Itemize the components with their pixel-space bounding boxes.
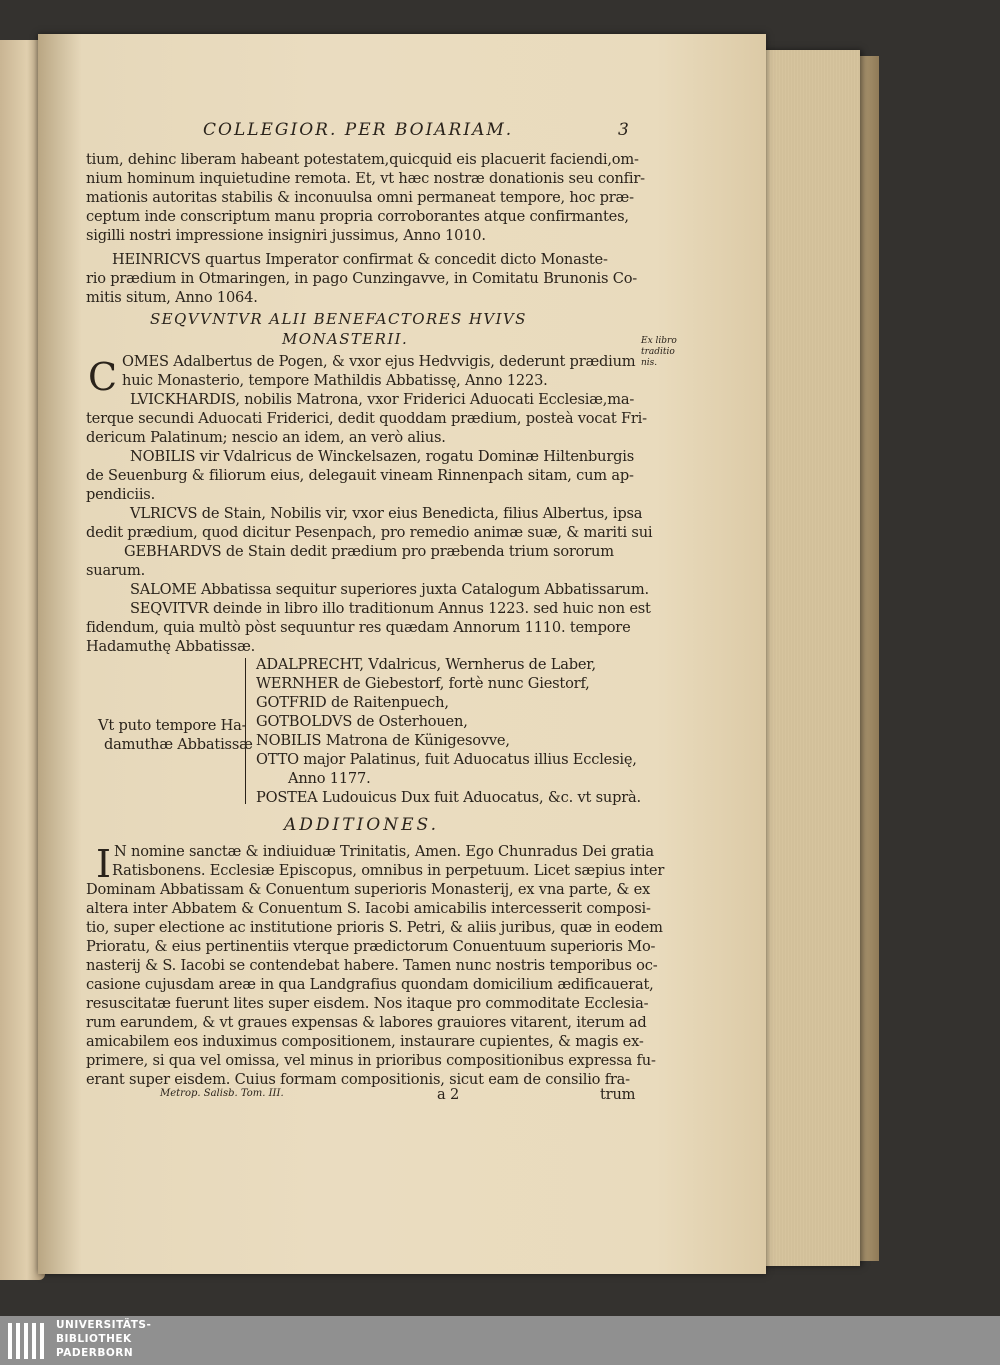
text-line: suarum. <box>86 562 146 579</box>
additiones-first-line: N nomine sanctæ & indiuiduæ Trinitatis, Amen. Ego Chunradus Dei gratia <box>114 843 654 860</box>
text-line: sigilli nostri impressione insigniri jussimus, Anno 1010. <box>86 227 486 244</box>
text-line: nasterij & S. Iacobi se contendebat habere. Tamen nunc nostris temporibus oc- <box>86 957 658 974</box>
list-item: OTTO major Palatinus, fuit Aduocatus illius Ecclesię, <box>256 751 637 768</box>
library-name-line-1: UNIVERSITÄTS- <box>56 1319 152 1331</box>
list-item: POSTEA Ludouicus Dux fuit Aduocatus, &c. vt suprà. <box>256 789 641 806</box>
additiones-text <box>86 861 664 1089</box>
paragraph-1 <box>86 150 645 245</box>
text-line: amicabilem eos induximus compositionem, instaurare cupientes, & magis ex- <box>86 1033 644 1050</box>
list-label <box>98 716 253 754</box>
list-item: NOBILIS Matrona de Künigesovve, <box>256 732 510 749</box>
text-line: erant super eisdem. Cuius formam compositionis, sicut eam de consilio fra- <box>86 1071 630 1088</box>
signature-mark: a 2 <box>437 1086 460 1103</box>
text-line: fidendum, quia multò pòst sequuntur res quædam Annorum 1110. tempore <box>86 619 631 636</box>
text-line: nium hominum inquietudine remota. Et, vt hæc nostræ donationis seu confir- <box>86 170 645 187</box>
paragraph-2 <box>86 250 637 307</box>
section-heading-line-2: MONASTERII. <box>282 330 409 348</box>
advocates-list <box>256 655 641 807</box>
section-heading-line-1: SEQVVNTVR ALII BENEFACTORES HVIVS <box>150 310 527 328</box>
page-block-edge <box>760 50 860 1266</box>
benefactors-list <box>86 371 652 656</box>
text-line: casione cujusdam areæ in qua Landgrafius quondam domicilium ædificauerat, <box>86 976 654 993</box>
margin-note-line: traditio <box>641 347 675 357</box>
drop-cap-c: C <box>88 355 118 399</box>
text-line: damuthæ Abbatissæ <box>104 736 253 753</box>
text-line: tium, dehinc liberam habeant potestatem,quicquid eis placuerit faciendi,om- <box>86 151 639 168</box>
text-line: dedit prædium, quod dicitur Pesenpach, pro remedio animæ suæ, & mariti sui <box>86 524 653 541</box>
list-item: Anno 1177. <box>288 770 371 787</box>
drop-cap-i: I <box>96 842 112 886</box>
text-line: de Seuenburg & filiorum eius, delegauit vineam Rinnenpach sitam, cum ap- <box>86 467 634 484</box>
text-line: ceptum inde conscriptum manu propria corroborantes atque confirmantes, <box>86 208 629 225</box>
text-line: altera inter Abbatem & Conuentum S. Iacobi amicabilis intercesserit composi- <box>86 900 651 917</box>
text-line: rio prædium in Otmaringen, in pago Cunzingavve, in Comitatu Brunonis Co- <box>86 270 638 287</box>
list-item: GOTBOLDVS de Osterhouen, <box>256 713 468 730</box>
text-line: GEBHARDVS de Stain dedit prædium pro præbenda trium sororum <box>124 543 614 560</box>
text-line: tio, super electione ac institutione prioris S. Petri, & aliis juribus, quæ in eodem <box>86 919 663 936</box>
margin-note-line: Ex libro <box>641 336 677 346</box>
list-brace <box>245 658 254 804</box>
text-line: huic Monasterio, tempore Mathildis Abbatissę, Anno 1223. <box>122 372 548 389</box>
list-item: GOTFRID de Raitenpuech, <box>256 694 449 711</box>
text-line: HEINRICVS quartus Imperator confirmat & concedit dicto Monaste- <box>112 251 608 268</box>
text-line: SEQVITVR deinde in libro illo traditionum Annus 1223. sed huic non est <box>130 600 651 617</box>
text-line: Hadamuthę Abbatissæ. <box>86 638 256 655</box>
running-title: COLLEGIOR. PER BOIARIAM. <box>203 120 514 140</box>
library-name-line-2: BIBLIOTHEK <box>56 1333 132 1345</box>
text-line: mationis autoritas stabilis & inconuulsa omni permaneat tempore, hoc præ- <box>86 189 634 206</box>
text-line: primere, si qua vel omissa, vel minus in prioribus compositionibus expressa fu- <box>86 1052 656 1069</box>
benefactors-first-line: OMES Adalbertus de Pogen, & vxor ejus Hedvvigis, dederunt prædium <box>122 353 636 370</box>
signature-note: Metrop. Salisb. Tom. III. <box>160 1088 284 1099</box>
page-number: 3 <box>618 120 630 140</box>
text-line: Dominam Abbatissam & Conuentum superioris Monasterij, ex vna parte, & ex <box>86 881 651 898</box>
library-logo-icon <box>6 1319 50 1363</box>
catchword: trum <box>600 1086 636 1103</box>
margin-note-line: nis. <box>641 358 658 368</box>
text-line: Prioratu, & eius pertinentiis vterque prædictorum Conuentuum superioris Mo- <box>86 938 656 955</box>
text-line: Ratisbonens. Ecclesiæ Episcopus, omnibus in perpetuum. Licet sæpius inter <box>112 862 665 879</box>
text-line: Vt puto tempore Ha- <box>98 717 247 734</box>
text-line: LVICKHARDIS, nobilis Matrona, vxor Friderici Aduocati Ecclesiæ,ma- <box>130 391 635 408</box>
text-line: terque secundi Aduocati Friderici, dedit quoddam prædium, posteà vocat Fri- <box>86 410 647 427</box>
library-name-line-3: PADERBORN <box>56 1347 134 1359</box>
list-item: WERNHER de Giebestorf, fortè nunc Giestorf, <box>256 675 590 692</box>
text-line: resuscitatæ fuerunt lites super eisdem. Nos itaque pro commoditate Ecclesia- <box>86 995 649 1012</box>
text-line: SALOME Abbatissa sequitur superiores juxta Catalogum Abbatissarum. <box>130 581 649 598</box>
text-line: dericum Palatinum; nescio an idem, an verò alius. <box>86 429 446 446</box>
text-line: mitis situm, Anno 1064. <box>86 289 258 306</box>
text-line: NOBILIS vir Vdalricus de Winckelsazen, rogatu Dominæ Hiltenburgis <box>130 448 635 465</box>
margin-note <box>641 336 677 369</box>
text-line: rum earundem, & vt graues expensas & labores grauiores vitarent, iterum ad <box>86 1014 647 1031</box>
text-line: VLRICVS de Stain, Nobilis vir, vxor eius Benedicta, filius Albertus, ipsa <box>130 505 643 522</box>
list-item: ADALPRECHT, Vdalricus, Wernherus de Laber, <box>256 656 596 673</box>
additiones-heading: ADDITIONES. <box>284 815 439 835</box>
text-line: pendiciis. <box>86 486 156 503</box>
